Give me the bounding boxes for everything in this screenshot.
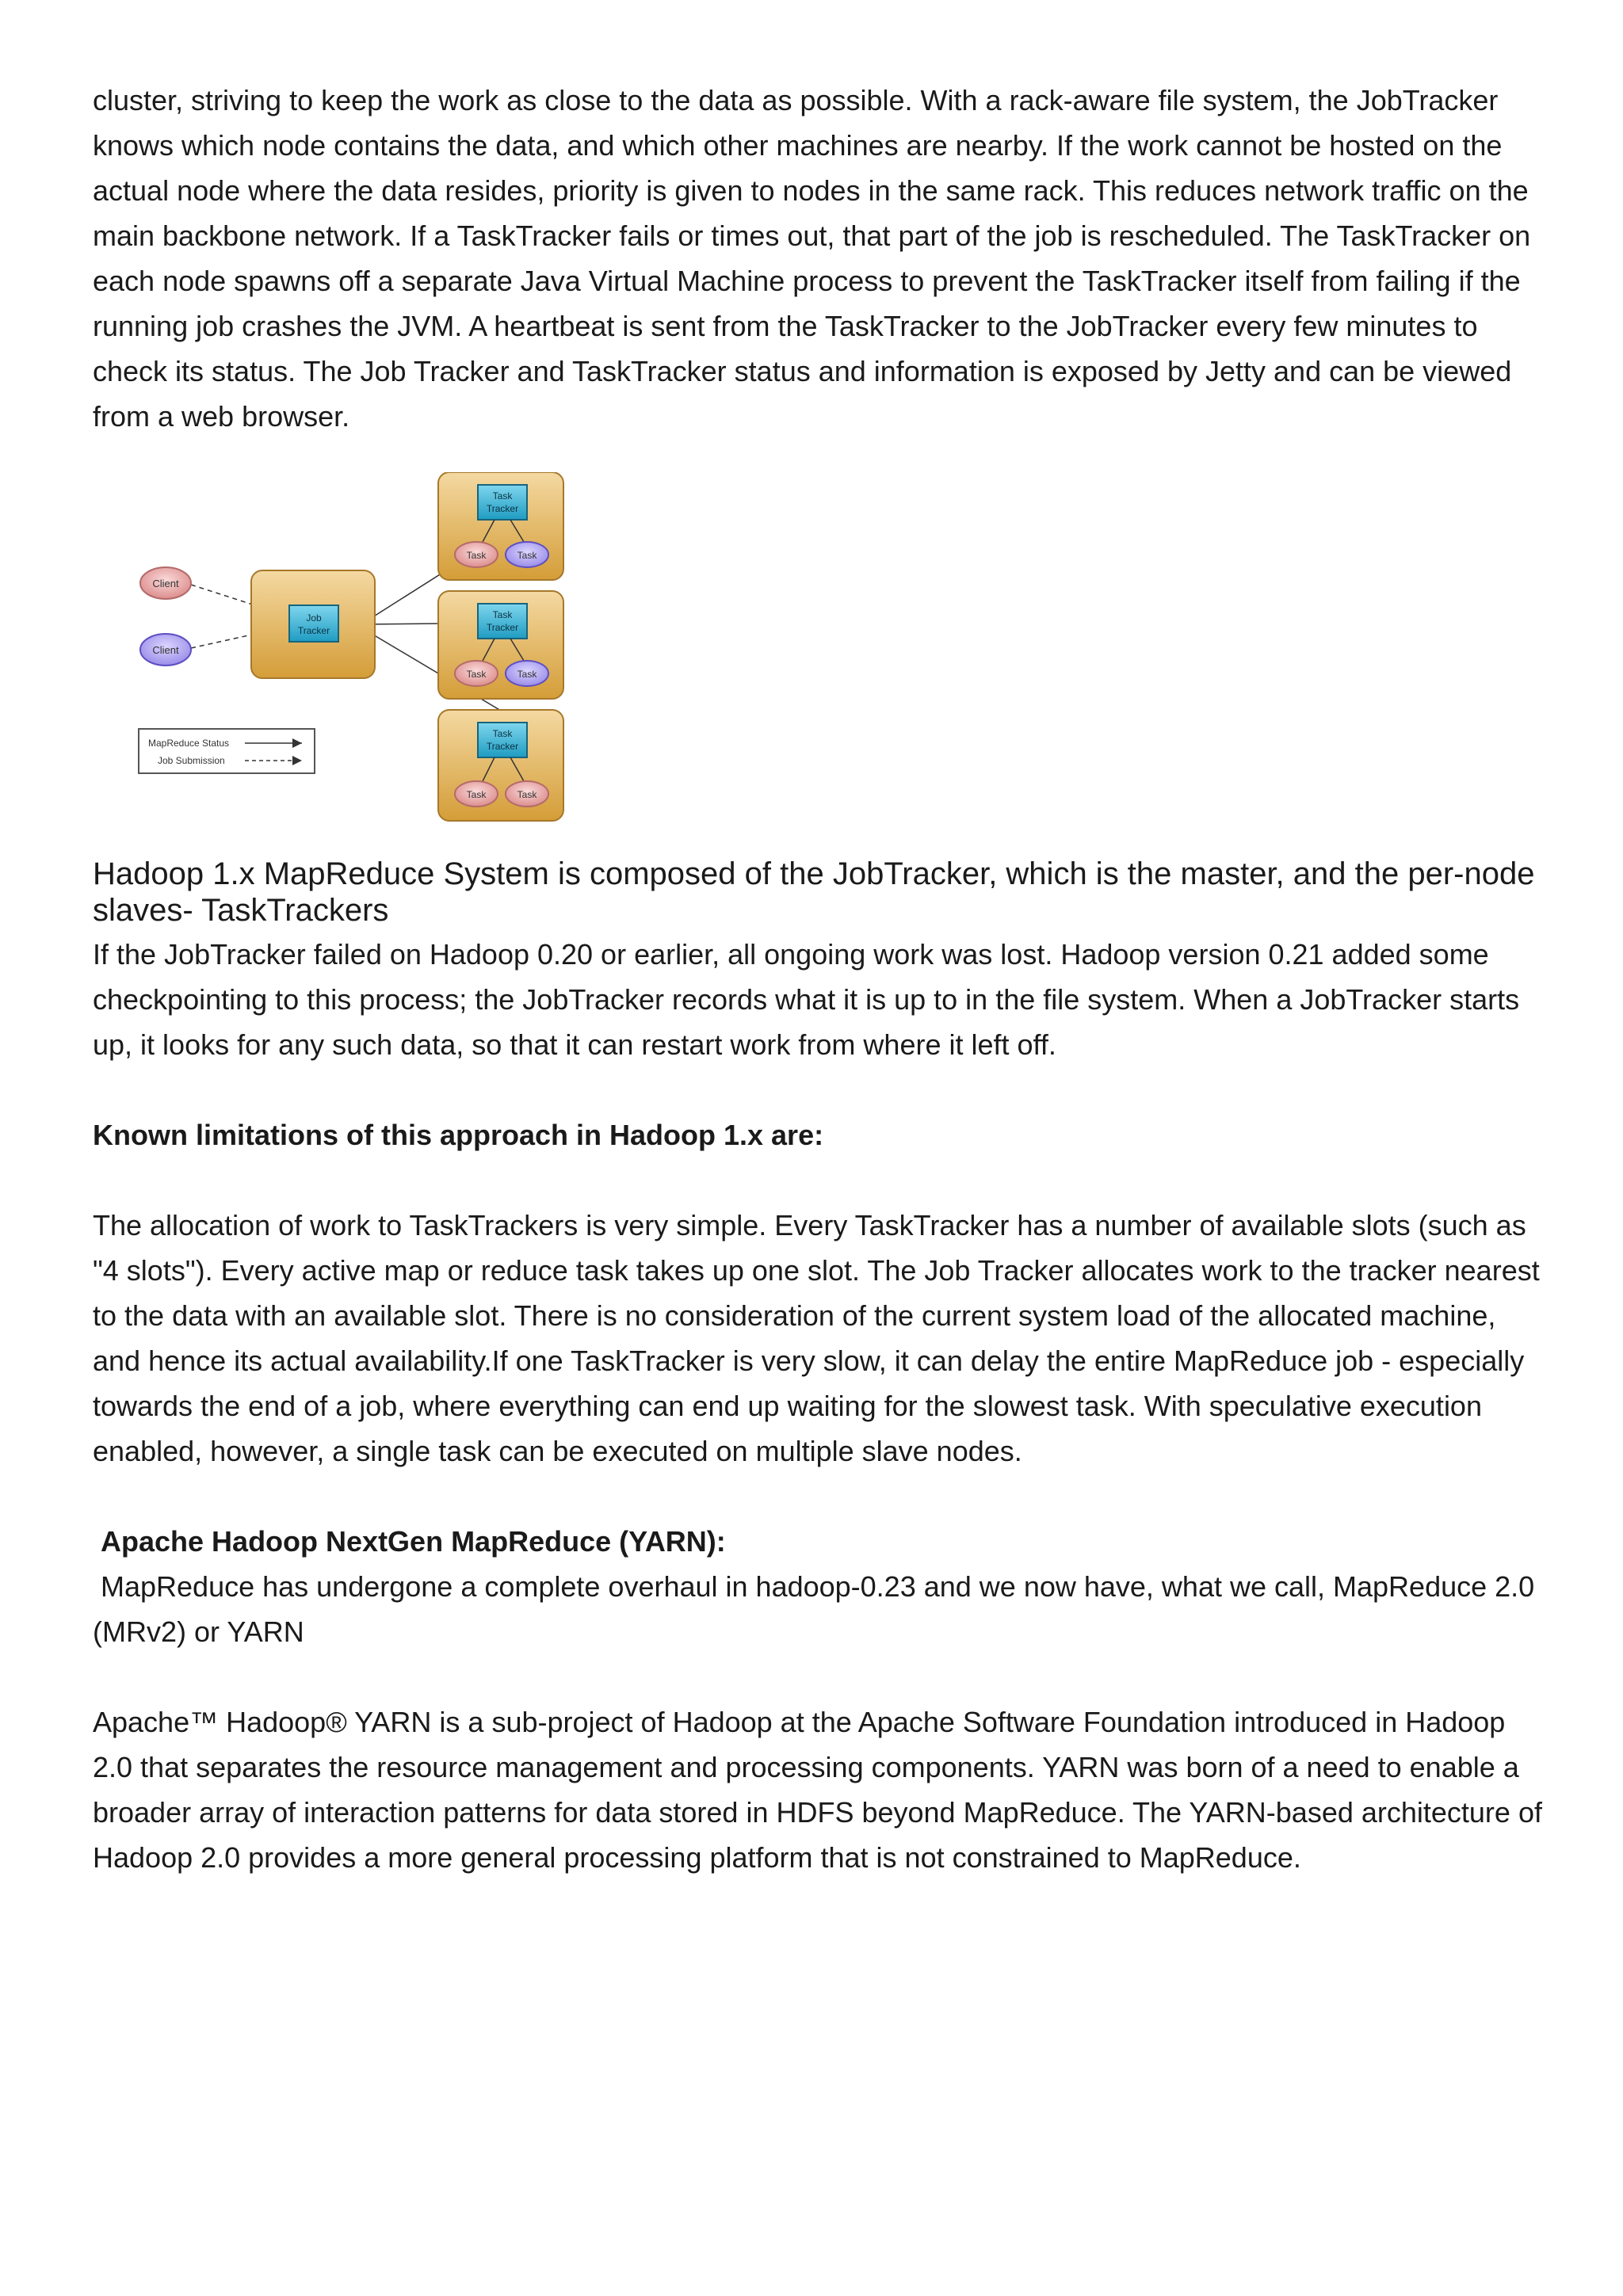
task-tracker-1-line1: Task: [492, 490, 513, 502]
task-label: Task: [517, 550, 537, 561]
client-label-2: Client: [152, 644, 179, 656]
task-tracker-node-3: [438, 710, 563, 821]
job-tracker-label-line2: Tracker: [297, 625, 330, 636]
task-label: Task: [466, 550, 487, 561]
intro-paragraph: cluster, striving to keep the work as close to the data as possible. With a rack-aware file system, the JobTracker knows which node contains the data, and which other machines are nearby. If the work cannot be hosted on the actual node where the data resides, priority is given to nodes in the same rack. This reduces network traffic on the main backbone network. If a TaskTracker fails or times out, that part of the job is rescheduled. The TaskTracker on each node spawns off a separate Java Virtual Machine process to prevent the TaskTracker itself from failing if the running job crashes the JVM. A heartbeat is sent from the TaskTracker to the JobTracker every few minutes to check its status. The Job Tracker and TaskTracker status and information is exposed by Jetty and can be viewed from a web browser.: [93, 84, 1531, 433]
figure-caption: Hadoop 1.x MapReduce System is composed of the JobTracker, which is the master, and the per-node slaves- TaskTrackers: [93, 856, 1535, 928]
client-node-1: [140, 567, 191, 599]
task-tracker-2-line2: Tracker: [486, 622, 519, 633]
task-tracker-2-line1: Task: [492, 609, 513, 620]
document-page: [93, 78, 1543, 1880]
task-label: Task: [517, 669, 537, 680]
legend-status-label: MapReduce Status: [148, 738, 230, 749]
task-label: Task: [466, 789, 487, 800]
task-tracker-node-1: [438, 472, 563, 580]
task-label: Task: [466, 669, 487, 680]
yarn-heading: Apache Hadoop NextGen MapReduce (YARN):: [101, 1525, 726, 1558]
legend-submission-label: Job Submission: [158, 755, 225, 766]
client-node-2: [140, 634, 191, 666]
yarn-intro-paragraph: [93, 1564, 1543, 1654]
limitations-paragraph: The allocation of work to TaskTrackers is very simple. Every TaskTracker has a number of available slots (such as "4 slots"). Every active map or reduce task takes up one slot. The Job Tracker allocates work to the tracker nearest to the data with an available slot. There is no consideration of the current system load of the allocated machine, and hence its actual availability.If one TaskTracker is very slow, it can delay the entire MapReduce job - especially towards the end of a job, where everything can end up waiting for the slowest task. With speculative execution enabled, however, a single task can be executed on multiple slave nodes.: [93, 1209, 1540, 1467]
task-tracker-3-line1: Task: [492, 728, 513, 739]
limitations-heading: Known limitations of this approach in Hadoop 1.x are:: [93, 1119, 824, 1151]
yarn-description-paragraph: Apache™ Hadoop® YARN is a sub-project of Hadoop at the Apache Software Foundation introduced in Hadoop 2.0 that separates the resource management and processing components. YARN was born of a need to enable a broader array of interaction patterns for data stored in HDFS beyond MapReduce. The YARN-based architecture of Hadoop 2.0 provides a more general processing platform that is not constrained to MapReduce.: [93, 1706, 1542, 1874]
client-label-1: Client: [152, 578, 179, 589]
mapreduce-architecture-diagram: [134, 472, 641, 837]
task-label: Task: [517, 789, 537, 800]
yarn-intro-text: MapReduce has undergone a complete overhaul in hadoop-0.23 and we now have, what we call, MapReduce 2.0 (MRv2) or YARN: [93, 1570, 1535, 1648]
diagram-svg: [134, 472, 641, 837]
diagram-legend: [139, 729, 315, 773]
task-tracker-3-line2: Tracker: [486, 741, 519, 752]
task-tracker-1-line2: Tracker: [486, 503, 519, 514]
job-tracker-node: [251, 570, 375, 678]
task-tracker-node-2: [438, 591, 563, 699]
jobtracker-failure-paragraph: If the JobTracker failed on Hadoop 0.20 or earlier, all ongoing work was lost. Hadoop version 0.21 added some checkpointing to this process; the JobTracker records what it is up to in the file system. When a JobTracker starts up, it looks for any such data, so that it can restart work from where it left off.: [93, 938, 1520, 1061]
job-tracker-label-line1: Job: [306, 612, 322, 624]
